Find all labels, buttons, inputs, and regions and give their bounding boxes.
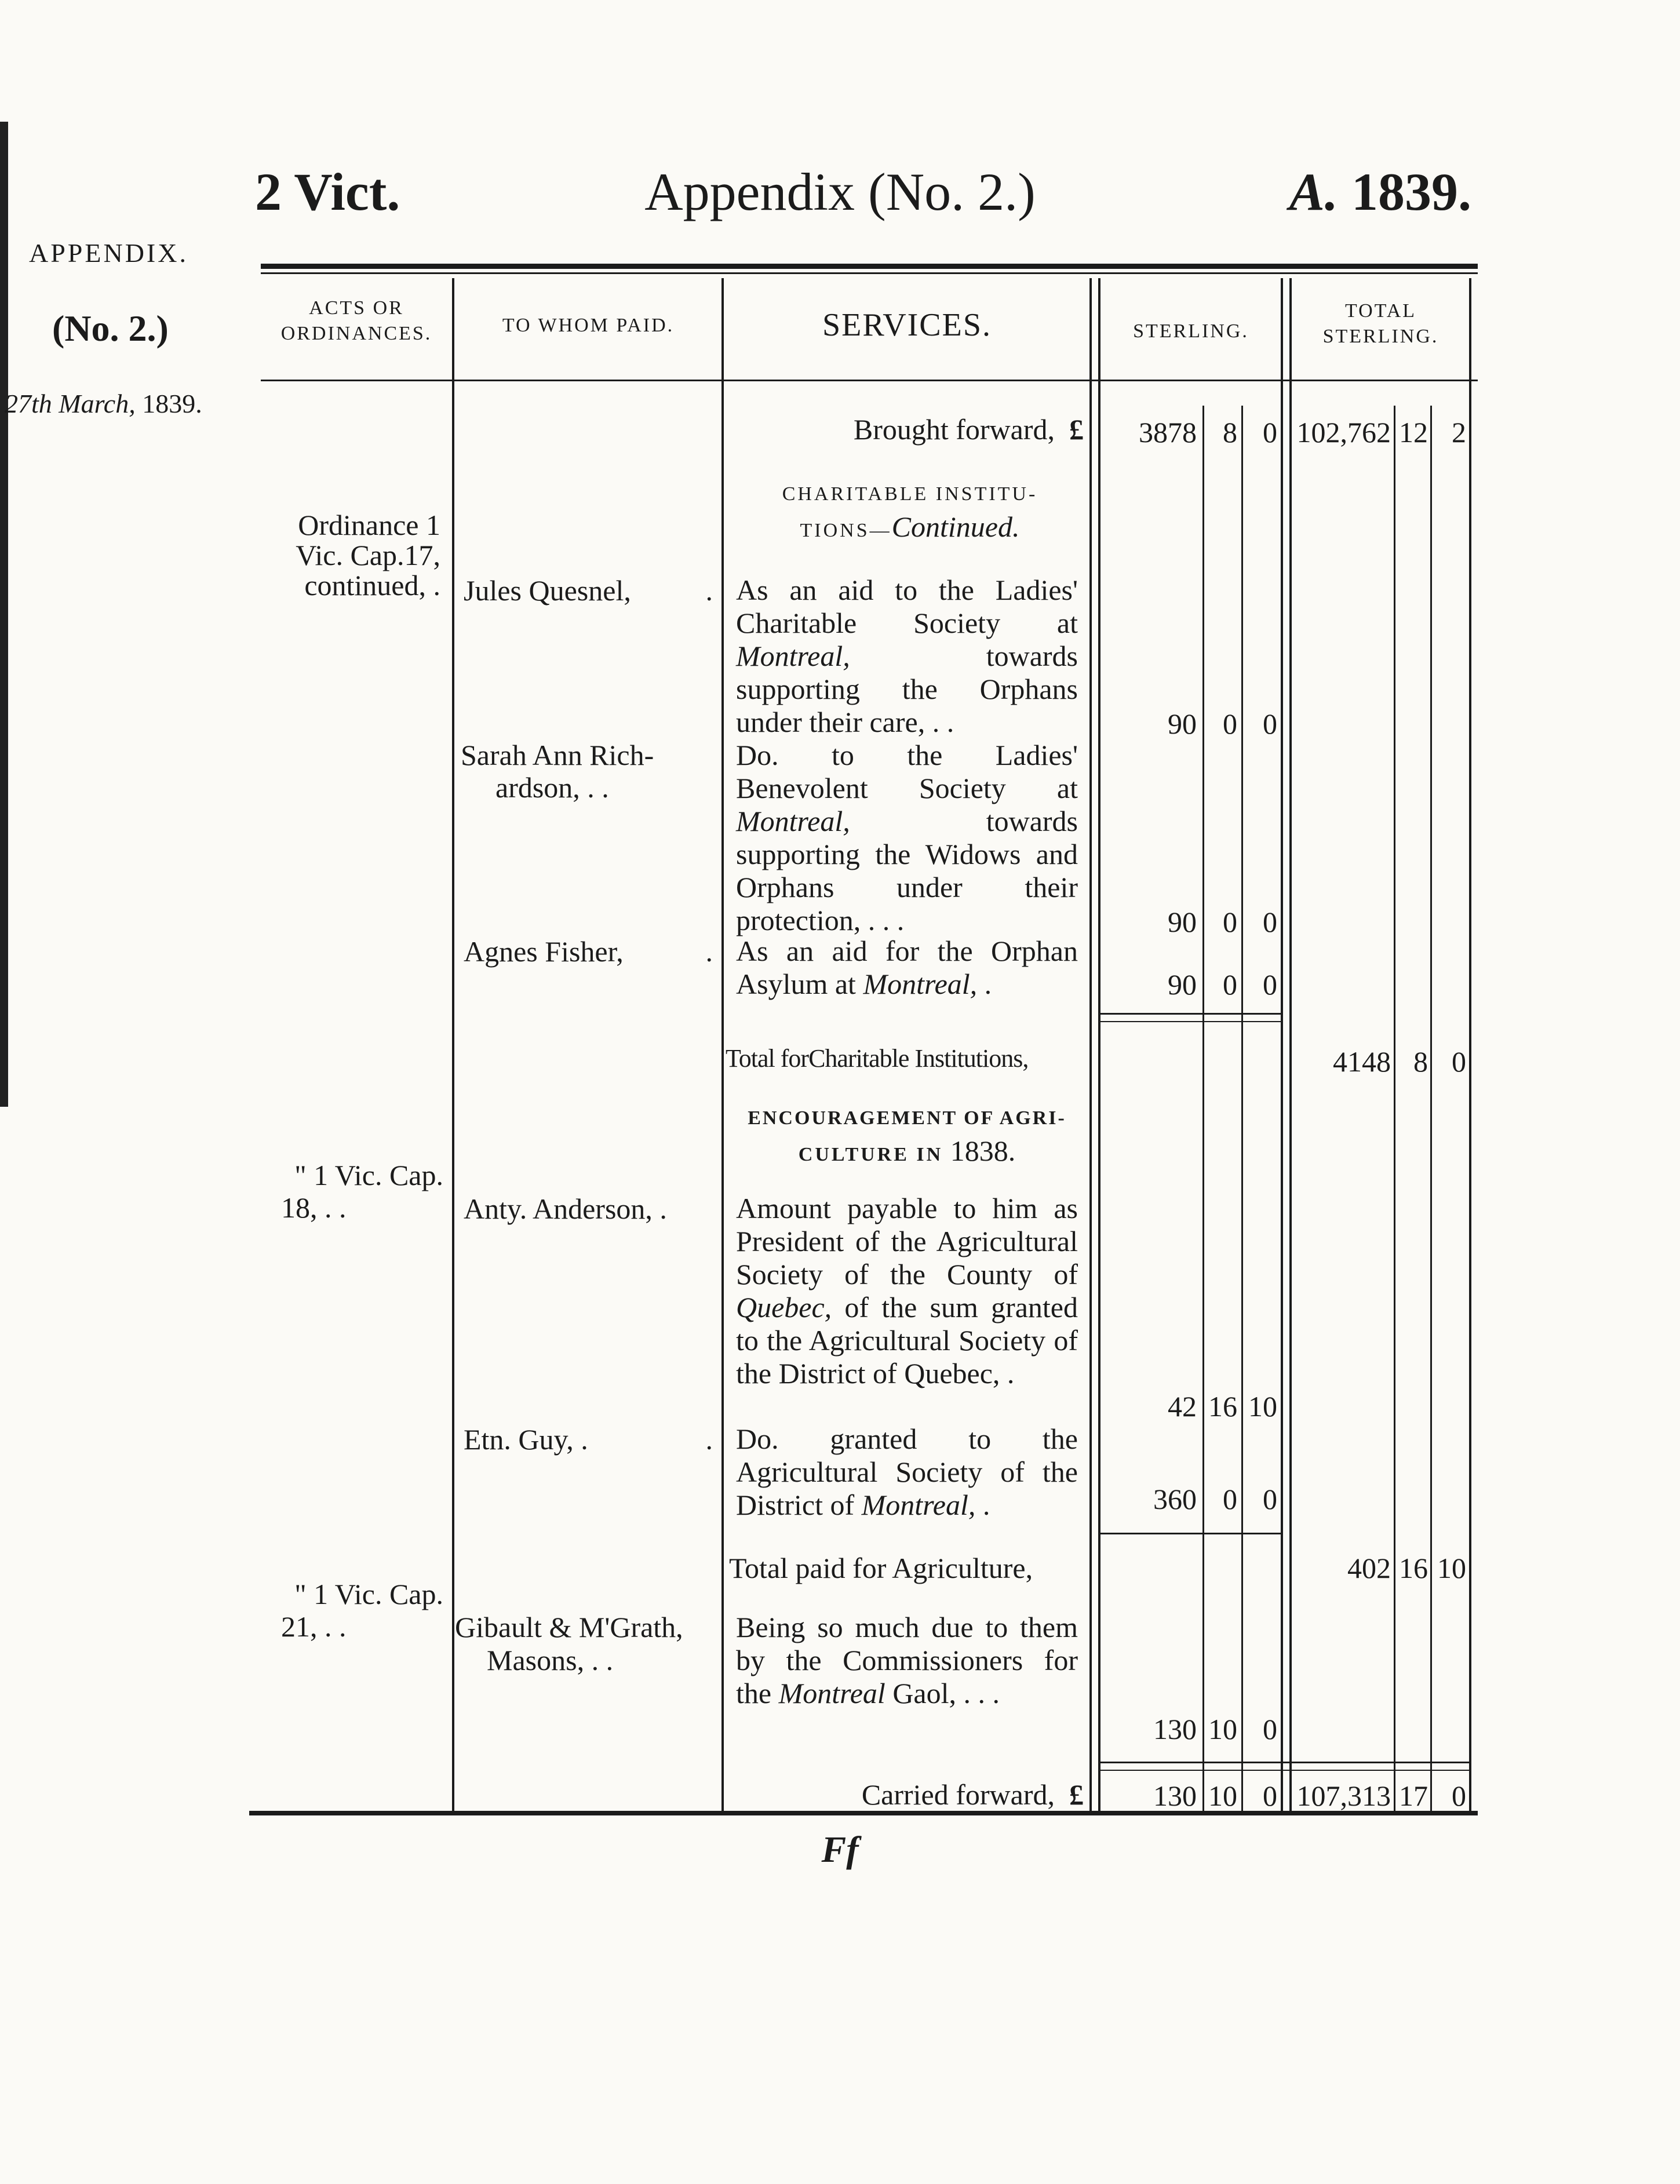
sidebar-date: 27th March, 1839.	[5, 389, 202, 418]
gaol-act: " 1 Vic. Cap. 21, . .	[281, 1578, 443, 1643]
sidebar-appendix: APPENDIX.	[29, 238, 188, 268]
carried-forward-label: Carried forward, £	[861, 1778, 1084, 1811]
amount-district-montreal: 360	[1153, 1483, 1197, 1515]
amount-ladies-charitable: 90	[1168, 708, 1197, 740]
payee-agnes-fisher: Agnes Fisher, .	[464, 935, 713, 968]
top-rule	[261, 264, 1478, 269]
page-edge-bar	[0, 122, 8, 1107]
charitable-act: Ordinance 1 Vic. Cap.17, continued, .	[296, 509, 440, 601]
header-right: A. 1839.	[1289, 162, 1471, 221]
col-total: TOTAL STERLING.	[1322, 300, 1439, 348]
col-acts: ACTS OR ORDINANCES.	[280, 297, 432, 345]
amount-ladies-benevolent: 90	[1168, 906, 1197, 938]
col-services: SERVICES.	[822, 307, 992, 343]
payee-sarah-ann-richardson: Sarah Ann Rich- ardson, . .	[461, 739, 654, 804]
col-sterling: STERLING.	[1133, 320, 1249, 342]
carried-forward-total: 107,313	[1296, 1780, 1391, 1812]
agriculture-total: 402	[1347, 1552, 1391, 1584]
payee-gibault-mgrath: Gibault & M'Grath, Masons, . .	[455, 1611, 683, 1676]
charitable-total-label: Total forCharitable Institutions,	[726, 1044, 1029, 1073]
brought-forward-pounds: 3878	[1139, 416, 1197, 449]
service-ladies-benevolent: Do. to the Ladies' Benevolent Society at Montreal, towards supporting the Widows and Orphans under their protection, . . .	[736, 739, 1078, 936]
header-bottom-rule	[261, 380, 1478, 381]
amount-montreal-gaol: 130	[1153, 1713, 1197, 1745]
carried-forward-pounds: 130	[1153, 1780, 1197, 1812]
amount-county-quebec: 42	[1168, 1390, 1197, 1423]
brought-forward-label: Brought forward, £	[853, 413, 1084, 446]
agriculture-heading: ENCOURAGEMENT OF AGRI- CULTURE IN 1838.	[748, 1107, 1066, 1167]
sidebar-number: (No. 2.)	[52, 308, 169, 349]
payee-jules-quesnel: Jules Quesnel, .	[464, 574, 713, 607]
col-payee: TO WHOM PAID.	[502, 315, 675, 336]
service-district-montreal: Do. granted to the Agricultural Society of the District of Montreal, .	[736, 1423, 1078, 1521]
brought-forward-total: 102,762	[1296, 416, 1391, 449]
signature-mark: Ff	[821, 1829, 859, 1870]
agriculture-act: " 1 Vic. Cap. 18, . .	[281, 1159, 443, 1224]
service-orphan-asylum: As an aid for the Orphan Asylum at Montreal, .	[736, 935, 1078, 1000]
charitable-total: 4148	[1333, 1045, 1391, 1078]
charitable-heading: CHARITABLE INSTITU- TIONS—Continued.	[782, 483, 1038, 543]
service-ladies-charitable: As an aid to the Ladies' Charitable Society at Montreal, towards supporting the Orphans under their care, . .	[736, 574, 1078, 738]
header-left: 2 Vict.	[255, 162, 400, 221]
payee-anty-anderson: Anty. Anderson, .	[464, 1193, 667, 1225]
agriculture-total-label: Total paid for Agriculture,	[729, 1552, 1033, 1584]
payee-etn-guy: Etn. Guy, . .	[464, 1423, 713, 1456]
header-title: Appendix (No. 2.)	[644, 162, 1036, 221]
service-county-quebec: Amount payable to him as President of the Agricultural Society of the County of Quebec, of the sum granted to the Agricultural Society of the District of Quebec, .	[736, 1192, 1078, 1390]
amount-orphan-asylum: 90	[1168, 968, 1197, 1001]
service-montreal-gaol: Being so much due to them by the Commissioners for the Montreal Gaol, . . .	[736, 1611, 1078, 1709]
